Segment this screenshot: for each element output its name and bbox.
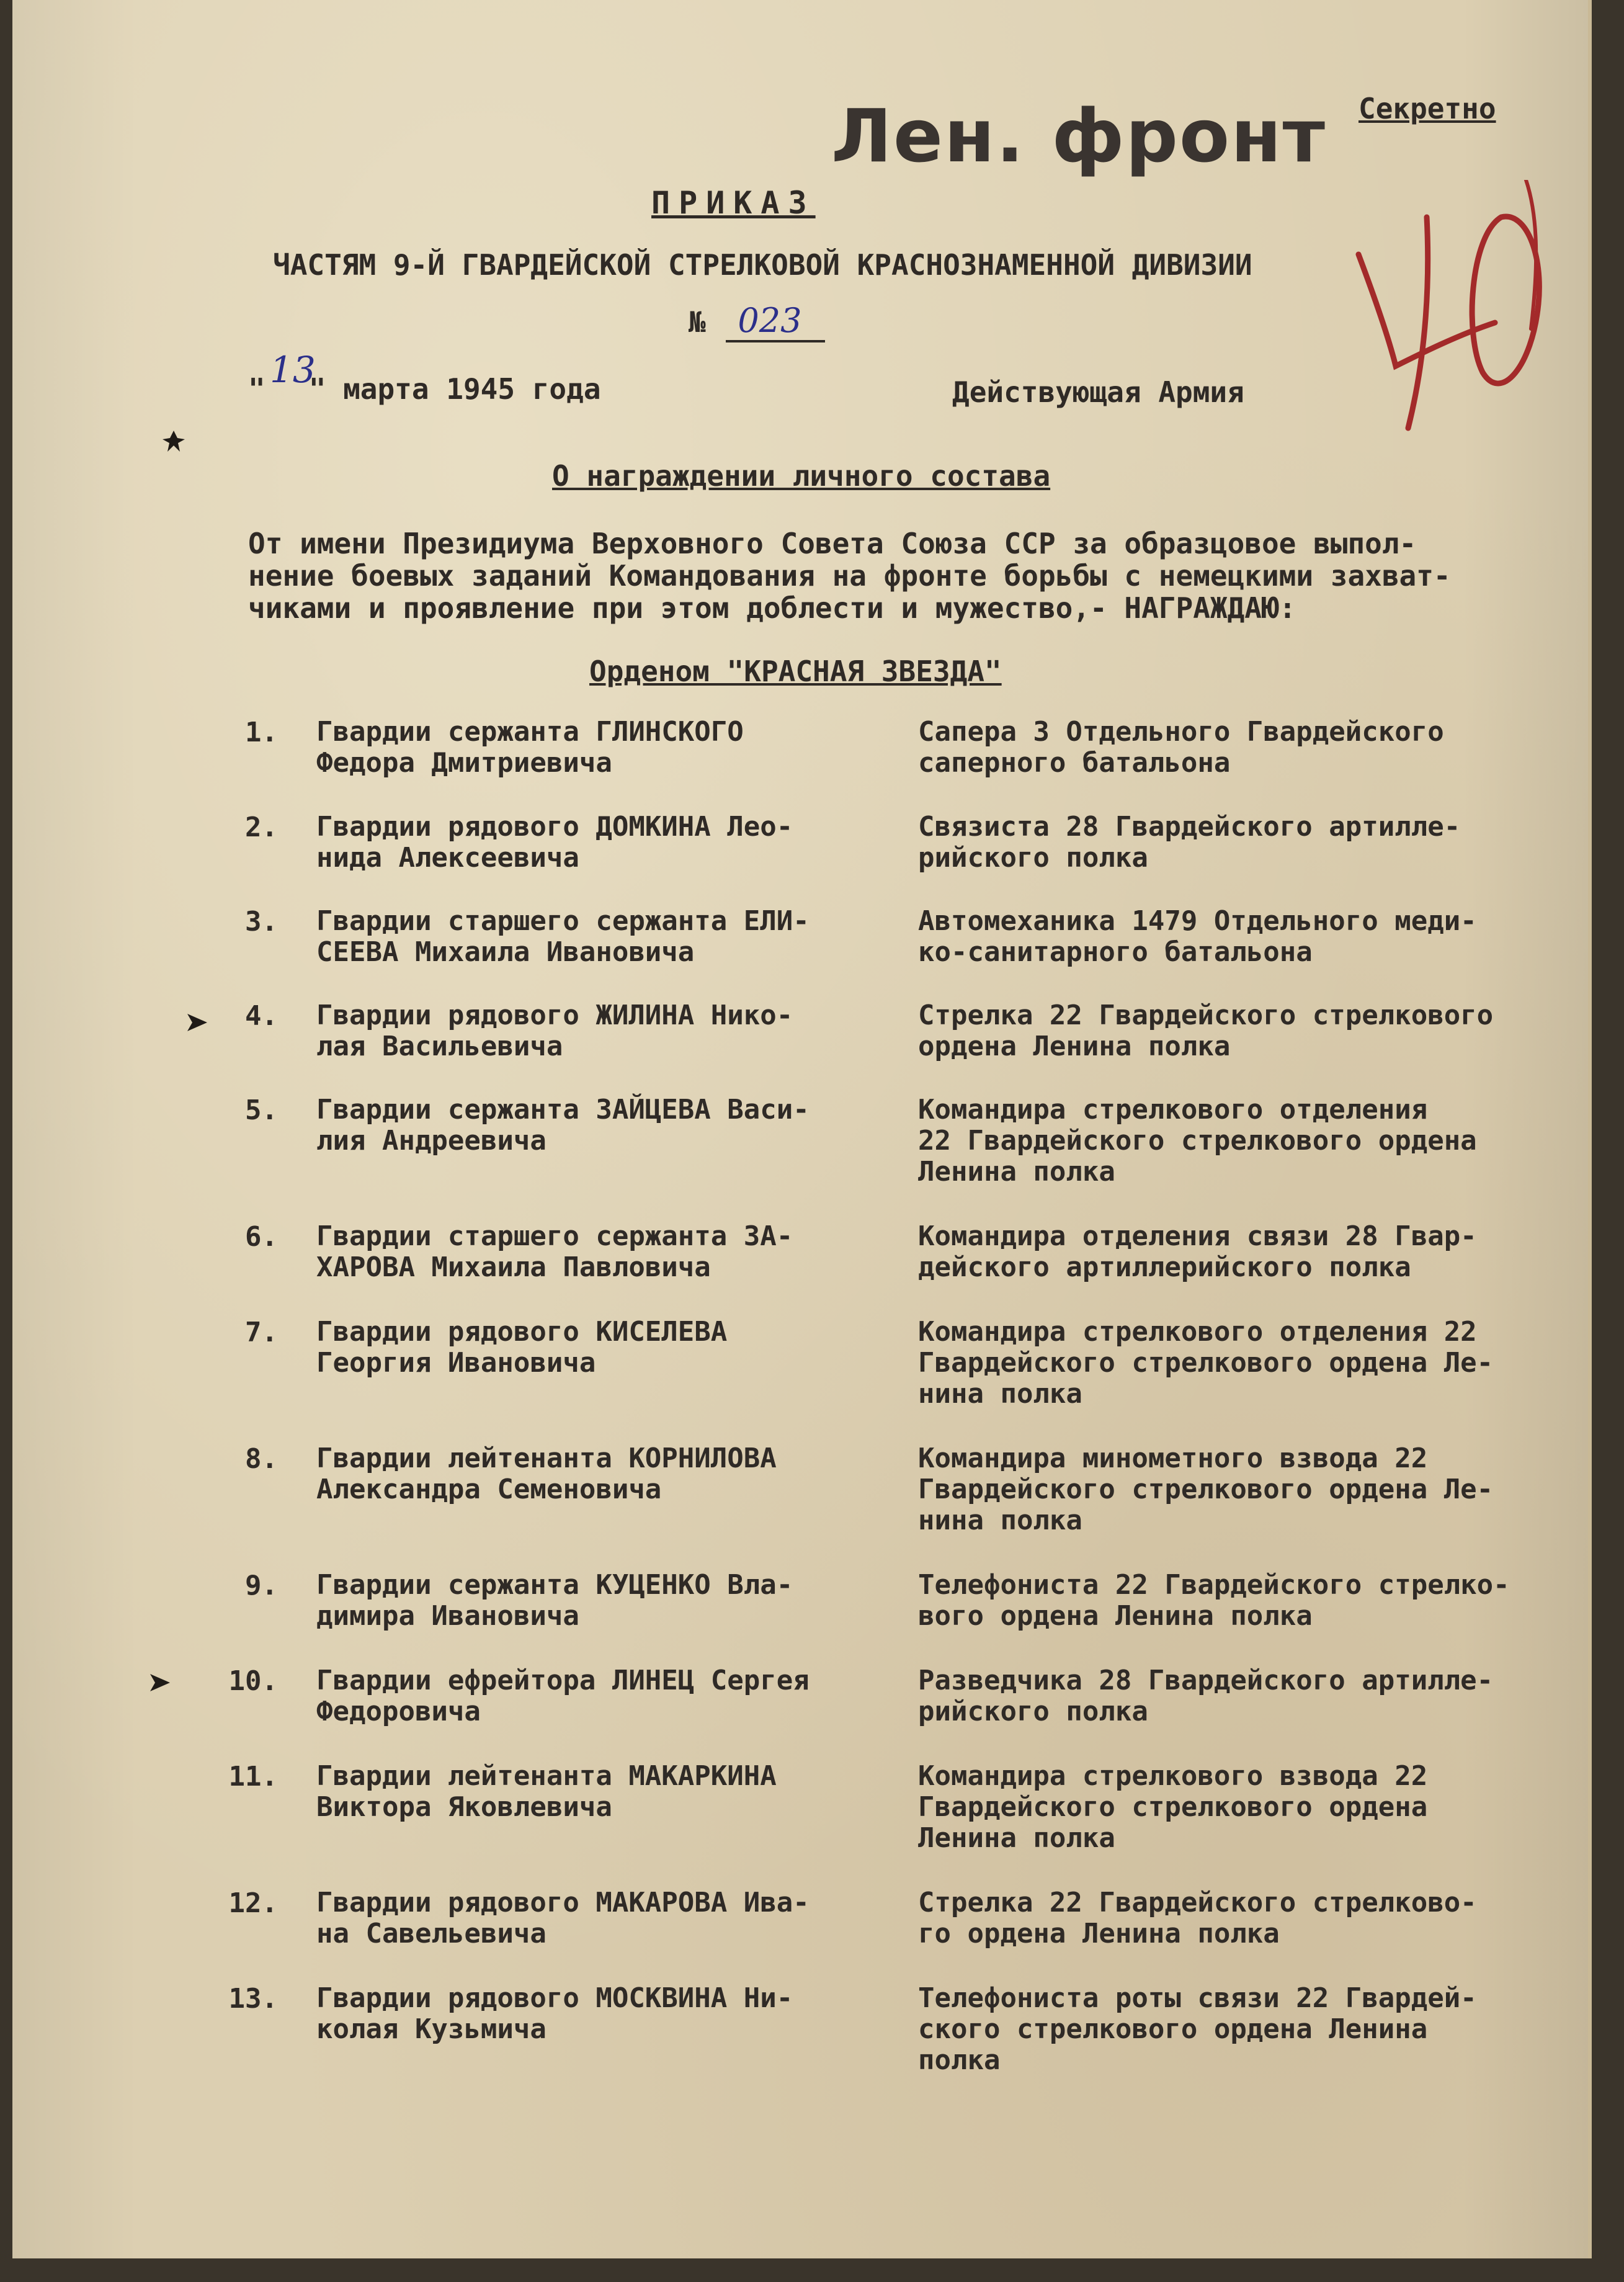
order-title: ПРИКАЗ — [651, 185, 816, 221]
entry-number: 11. — [228, 1761, 278, 1792]
entry-number: 13. — [228, 1983, 278, 2015]
entry-number: 1. — [245, 717, 278, 748]
entry-name: Гвардии сержанта ГЛИНСКОГО Федора Дмитриевича — [316, 716, 744, 779]
entry-number: 3. — [245, 906, 278, 937]
entry-unit: Автомеханика 1479 Отдельного меди- ко-санитарного батальона — [918, 905, 1477, 968]
date-day: 13 — [270, 349, 316, 391]
entry-number: 2. — [245, 812, 278, 843]
entry-unit: Командира стрелкового отделения 22 Гвардейского стрелкового ордена Ле- нина полка — [918, 1316, 1494, 1410]
binding-hole-mark — [148, 1670, 172, 1695]
date-open-quote: " — [248, 372, 265, 406]
binding-hole-mark — [161, 428, 186, 453]
order-number: 023 — [738, 301, 802, 340]
section-heading: О награждении личного состава — [552, 459, 1051, 493]
entry-number: 8. — [245, 1443, 278, 1475]
classification-label: Секретно — [1359, 92, 1496, 125]
order-number-row — [689, 301, 801, 340]
entry-unit: Командира стрелкового отделения 22 Гвардейского стрелкового ордена Ленина полка — [918, 1094, 1477, 1188]
order-subtitle: ЧАСТЯМ 9-Й ГВАРДЕЙСКОЙ СТРЕЛКОВОЙ КРАСНОЗНАМЕННОЙ ДИВИЗИИ — [273, 248, 1252, 282]
entry-name: Гвардии сержанта КУЦЕНКО Вла- димира Ивановича — [316, 1569, 793, 1632]
entry-number: 4. — [245, 1000, 278, 1032]
date-rest: " марта 1945 года — [308, 372, 601, 406]
document-page — [12, 0, 1592, 2258]
entry-number: 6. — [245, 1221, 278, 1253]
award-heading: Орденом "КРАСНАЯ ЗВЕЗДА" — [589, 655, 1002, 688]
handwritten-page-number — [1334, 180, 1557, 441]
entry-name: Гвардии ефрейтора ЛИНЕЦ Сергея Федоровича — [316, 1665, 810, 1727]
entry-unit: Телефониста роты связи 22 Гвардей- ского стрелкового ордена Ленина полка — [918, 1982, 1477, 2076]
entry-name: Гвардии старшего сержанта ЗА- ХАРОВА Михаила Павловича — [316, 1220, 793, 1283]
entry-name: Гвардии старшего сержанта ЕЛИ- СЕЕВА Михаила Ивановича — [316, 905, 810, 968]
entry-name: Гвардии сержанта ЗАЙЦЕВА Васи- лия Андреевича — [316, 1094, 810, 1157]
entry-name: Гвардии рядового КИСЕЛЕВА Георгия Ивановича — [316, 1316, 728, 1379]
entry-name: Гвардии рядового МОСКВИНА Ни- колая Кузьмича — [316, 1982, 793, 2045]
entry-number: 5. — [245, 1094, 278, 1126]
binding-hole-mark — [185, 1010, 210, 1035]
entry-unit: Стрелка 22 Гвардейского стрелкового ордена Ленина полка — [918, 1000, 1494, 1062]
order-number-underline — [726, 340, 825, 342]
entry-unit: Стрелка 22 Гвардейского стрелково- го ордена Ленина полка — [918, 1887, 1477, 1949]
entry-name: Гвардии лейтенанта КОРНИЛОВА Александра Семеновича — [316, 1443, 777, 1505]
entry-unit: Разведчика 28 Гвардейского артилле- рийского полка — [918, 1665, 1494, 1727]
entry-unit: Связиста 28 Гвардейского артилле- рийского полка — [918, 811, 1461, 874]
entry-number: 12. — [228, 1887, 278, 1919]
entry-unit: Командира минометного взвода 22 Гвардейского стрелкового ордена Ле- нина полка — [918, 1443, 1494, 1536]
entry-name: Гвардии рядового МАКАРОВА Ива- на Савельевича — [316, 1887, 810, 1949]
entry-number: 9. — [245, 1570, 278, 1601]
number-prefix: № — [689, 305, 706, 339]
entry-unit: Телефониста 22 Гвардейского стрелко- вого ордена Ленина полка — [918, 1569, 1510, 1632]
entry-name: Гвардии рядового ДОМКИНА Лео- нида Алексеевича — [316, 811, 793, 874]
entry-unit: Командира отделения связи 28 Гвар- дейского артиллерийского полка — [918, 1220, 1477, 1283]
entry-name: Гвардии лейтенанта МАКАРКИНА Виктора Яковлевича — [316, 1760, 777, 1823]
place-label: Действующая Армия — [952, 375, 1244, 409]
entry-number: 10. — [228, 1665, 278, 1697]
intro-paragraph: От имени Президиума Верховного Совета Союза ССР за образцовое выпол- нение боевых заданий Командования на фронте борьбы с немецкими захват- чиками и проявление при этом доблести и мужество,- НАГРАЖДАЮ: — [248, 527, 1451, 625]
entry-unit: Командира стрелкового взвода 22 Гвардейского стрелкового ордена Ленина полка — [918, 1760, 1428, 1854]
front-stamp: Лен. фронт — [831, 93, 1327, 179]
entry-name: Гвардии рядового ЖИЛИНА Нико- лая Васильевича — [316, 1000, 793, 1062]
entry-unit: Сапера 3 Отдельного Гвардейского саперного батальона — [918, 716, 1444, 779]
entry-number: 7. — [245, 1317, 278, 1348]
